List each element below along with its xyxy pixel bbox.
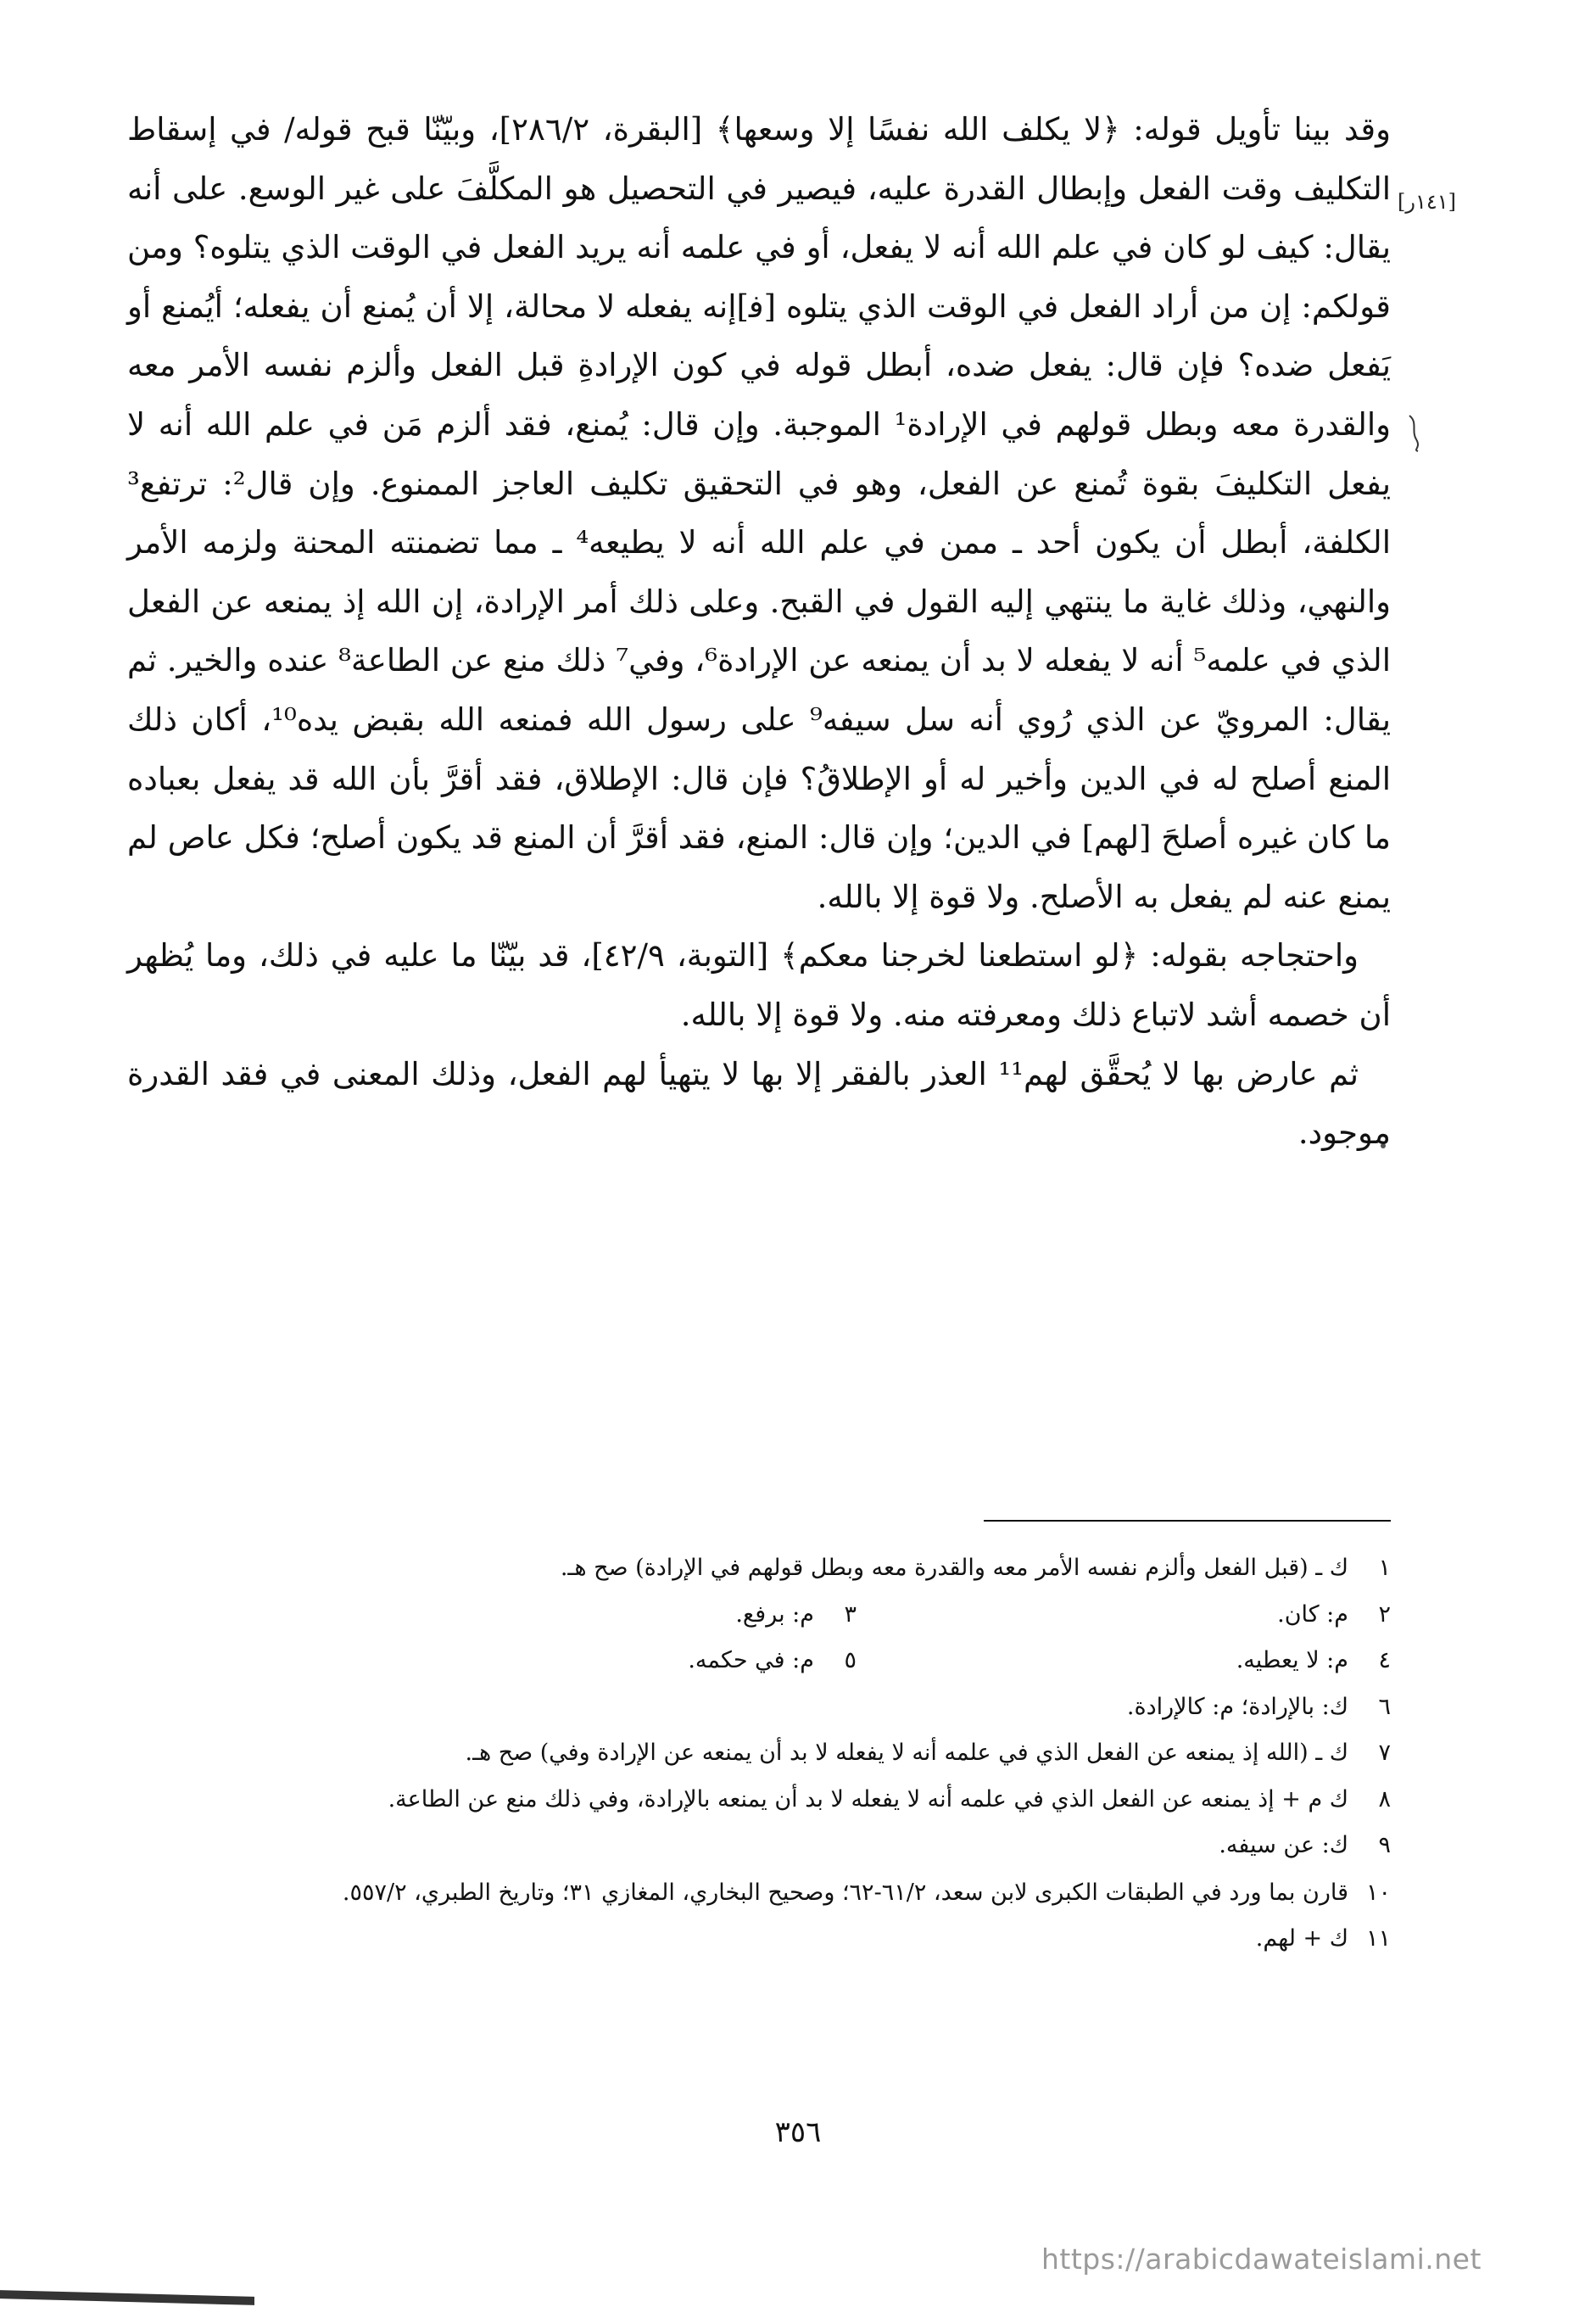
footnote-text: م: كان. [1277,1600,1348,1628]
footnote-text: ك: بالإرادة؛ م: كالإرادة. [1126,1693,1348,1720]
footnote-8 [127,1777,1391,1824]
footnote-number: ٨ [1378,1785,1391,1813]
footnote-text: ك + لهم. [1255,1924,1348,1952]
scan-edge-shadow [0,2290,254,2305]
footnote-number: ١٠ [1365,1879,1391,1906]
footnote-number: ٤ [1378,1647,1391,1673]
footnote-number: ٧ [1378,1740,1391,1766]
footnote-number: ١١ [1365,1924,1391,1952]
margin-squiggle-mark [1406,414,1423,453]
footnote-text: ك ـ (قبل الفعل وألزم نفسه الأمر معه والقدرة معه وبطل قولهم في الإرادة) صح هـ. [560,1555,1348,1581]
footnote-text: م: برفع. [735,1600,814,1628]
footnote-number: ٢ [1378,1600,1391,1628]
paragraph-3: ثم عارض بها لا يُحقَّق لهم¹¹ العذر بالفقر إلا بها لا يتهيأ لهم الفعل، وذلك المعنى في فقد القدرة موجود. [127,1055,1391,1152]
paragraph-1: وقد بينا تأويل قوله: ﴿لا يكلف الله نفسًا إلا وسعها﴾ [البقرة، ٢/‏٢٨٦]، وبيّنّا قبح قوله/ في إسقاط التكليف وقت الفعل وإبطال القدرة عليه، فيصير في التحصيل هو المكلَّفَ على غير الوسع. على أنه يقال: كيف لو كان في علم الله أنه لا يفعل، أو في علمه أنه يريد الفعل في الوقت الذي يتلوه؟ ومن قولكم: إن من أراد الفعل في الوقت الذي يتلوه [ف‍]إنه يفعله لا محالة، إلا أن يُمنع أن يفعله؛ أيُمنع أو يَفعل ضده؟ فإن قال: يفعل ضده، أبطل قوله في كون الإرادةِ قبل الفعل وألزم نفسه الأمر معه والقدرة معه وبطل قولهم في الإرادة¹ الموجبة. وإن قال: يُمنع، فقد ألزم مَن في علم الله أنه لا يفعل التكليفَ بقوة تُمنع عن الفعل، وهو في التحقيق تكليف العاجز الممنوع. وإن قال²: ترتفع³ الكلفة، أبطل أن يكون أحد ـ ممن في علم الله أنه لا يطيعه⁴ ـ مما تضمنته المحنة ولزمه الأمر والنهي، وذلك غاية ما ينتهي إليه القول في القبح. وعلى ذلك أمر الإرادة، إن الله إذ يمنعه عن الفعل الذي في علمه⁵ أنه لا يفعله لا بد أن يمنعه عن الإرادة⁶، وفي⁷ ذلك منع عن الطاعة⁸ عنده والخير. ثم يقال: المرويّ عن الذي رُوي أنه سل سيفه⁹ على رسول الله فمنعه الله بقبض يده¹⁰، أكان ذلك المنع أصلح له في الدين وأخير له أو الإطلاقُ؟ فإن قال: الإطلاق، فقد أقرَّ بأن الله قد يفعل بعباده ما كان غيره أصلحَ [لهم] في الدين؛ وإن قال: المنع، فقد أقرَّ أن المنع قد يكون أصلح؛ فكل عاص لم يمنع عنه لم يفعل به الأصلح. ولا قوة إلا بالله. [127,111,1391,915]
paragraph-2: واحتجاجه بقوله: ﴿لو استطعنا لخرجنا معكم﴾ [التوبة، ٩/‏٤٢]، قد بيّنّا ما عليه في ذلك، وما يُظهر أن خصمه أشد لاتباع ذلك ومعرفته منه. ولا قوة إلا بالله. [127,937,1391,1033]
footnote-number: ٩ [1378,1832,1391,1858]
footnote-number: ١ [1378,1555,1391,1581]
watermark-url: https://arabicdawateislami.net [1041,2243,1482,2276]
footnotes [127,1545,1391,1962]
footnote-9 [127,1823,1391,1869]
footnote-number: ٦ [1378,1693,1391,1720]
footnote-row-2-3 [127,1592,1391,1639]
footnote-number: ٥ [844,1647,857,1673]
page-number: ٣٥٦ [774,2115,822,2149]
footnote-text: ك ـ (الله إذ يمنعه عن الفعل الذي في علمه أنه لا يفعله لا بد أن يمنعه عن الإرادة وفي) صح هـ. [465,1740,1348,1766]
footnote-divider [984,1520,1391,1522]
footnote-row-4-5 [127,1638,1391,1684]
main-text [127,100,1391,1163]
footnote-text: ك م + إذ يمنعه عن الفعل الذي في علمه أنه لا يفعله لا بد أن يمنعه بالإرادة، وفي ذلك منع عن الطاعة. [388,1785,1348,1813]
footnote-10 [127,1869,1391,1916]
folio-marker: [١٤١ر] [1398,190,1456,214]
footnote-1 [127,1545,1391,1592]
footnote-text: قارن بما ورد في الطبقات الكبرى لابن سعد، ٢/‏٦١-٦٢؛ وصحيح البخاري، المغازي ٣١؛ وتاريخ الطبري، ٢/‏٥٥٧. [342,1879,1348,1906]
footnote-6 [127,1684,1391,1731]
footnote-11 [127,1916,1391,1963]
footnote-number: ٣ [844,1600,857,1628]
footnote-7 [127,1730,1391,1777]
footnote-text: م: في حكمه. [688,1647,814,1673]
footnote-text: م: لا يعطيه. [1236,1647,1348,1673]
footnote-text: ك: عن سيفه. [1219,1832,1348,1858]
